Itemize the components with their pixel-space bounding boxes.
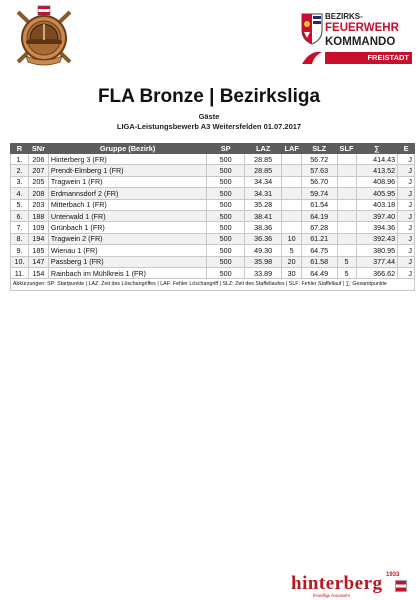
cell-snr: 185 xyxy=(28,245,48,256)
table-row xyxy=(11,199,415,210)
cell-slz: 61.54 xyxy=(301,199,337,210)
results-table xyxy=(10,143,415,291)
cell-sp: 500 xyxy=(207,222,244,233)
cell-laz: 38.36 xyxy=(244,222,282,233)
cell-group: Grünbach 1 (FR) xyxy=(48,222,207,233)
cell-sp: 500 xyxy=(207,199,244,210)
cell-e: J xyxy=(398,256,415,267)
event-description: LIGA-Leistungsbewerb A3 Weitersfelden 01.07.2017 xyxy=(116,122,302,131)
abbreviations-row xyxy=(11,279,415,290)
cell-e: J xyxy=(398,267,415,278)
cell-rank: 3. xyxy=(11,176,29,187)
watermark-subtext: freiwillige feuerwehr xyxy=(313,593,351,598)
cell-slz: 59.74 xyxy=(301,188,337,199)
cell-slf xyxy=(337,199,356,210)
cell-snr: 207 xyxy=(28,165,48,176)
cell-sum: 405.95 xyxy=(356,188,398,199)
cell-laz: 28.85 xyxy=(244,154,282,165)
flame-swoosh-icon xyxy=(300,48,324,68)
cell-sp: 500 xyxy=(207,176,244,187)
cell-laz: 49.30 xyxy=(244,245,282,256)
cell-e: J xyxy=(398,176,415,187)
cell-snr: 109 xyxy=(28,222,48,233)
cell-rank: 9. xyxy=(11,245,29,256)
table-row xyxy=(11,245,415,256)
cell-snr: 206 xyxy=(28,154,48,165)
fire-brigade-helmet-emblem-icon xyxy=(12,4,76,68)
cell-e: J xyxy=(398,199,415,210)
cell-laz: 35.98 xyxy=(244,256,282,267)
cell-laz: 33.89 xyxy=(244,267,282,278)
cell-group: Unterwald 1 (FR) xyxy=(48,210,207,221)
cell-sum: 366.62 xyxy=(356,267,398,278)
cell-group: Passberg 1 (FR) xyxy=(48,256,207,267)
cell-slz: 56.72 xyxy=(301,154,337,165)
cell-group: Rainbach im Mühlkreis 1 (FR) xyxy=(48,267,207,278)
cell-group: Mitterbach 1 (FR) xyxy=(48,199,207,210)
cell-slz: 64.19 xyxy=(301,210,337,221)
cell-slf xyxy=(337,176,356,187)
cell-e: J xyxy=(398,222,415,233)
cell-slf xyxy=(337,222,356,233)
cell-snr: 147 xyxy=(28,256,48,267)
cell-laz: 38.41 xyxy=(244,210,282,221)
cell-rank: 2. xyxy=(11,165,29,176)
column-header-laf: LAF xyxy=(282,144,301,154)
cell-sp: 500 xyxy=(207,267,244,278)
page-subtitle: Gäste xyxy=(198,112,220,121)
table-row xyxy=(11,165,415,176)
cell-e: J xyxy=(398,233,415,244)
cell-slz: 57.63 xyxy=(301,165,337,176)
cell-rank: 1. xyxy=(11,154,29,165)
cell-e: J xyxy=(398,165,415,176)
cell-laz: 35.28 xyxy=(244,199,282,210)
cell-sp: 500 xyxy=(207,256,244,267)
logo-text-line3: KOMMANDO xyxy=(325,36,396,48)
table-row xyxy=(11,267,415,278)
cell-rank: 10. xyxy=(11,256,29,267)
fire-brigade-emblem-logo xyxy=(12,4,76,68)
cell-e: J xyxy=(398,188,415,199)
hinterberg-watermark-logo xyxy=(291,566,411,600)
cell-laf: 20 xyxy=(282,256,301,267)
cell-laz: 34.34 xyxy=(244,176,282,187)
table-row xyxy=(11,176,415,187)
cell-sum: 414.43 xyxy=(356,154,398,165)
cell-sp: 500 xyxy=(207,165,244,176)
cell-sum: 397.40 xyxy=(356,210,398,221)
logo-text-line1: BEZIRKS- xyxy=(325,12,363,21)
cell-laz: 36.36 xyxy=(244,233,282,244)
cell-e: J xyxy=(398,210,415,221)
cell-snr: 194 xyxy=(28,233,48,244)
cell-rank: 7. xyxy=(11,222,29,233)
cell-snr: 188 xyxy=(28,210,48,221)
cell-rank: 6. xyxy=(11,210,29,221)
cell-slf: 5 xyxy=(337,256,356,267)
cell-slf xyxy=(337,165,356,176)
column-header-rank: R xyxy=(11,144,29,154)
column-header-snr: SNr xyxy=(28,144,48,154)
cell-e: J xyxy=(398,245,415,256)
results-table-body xyxy=(11,154,415,279)
cell-slf xyxy=(337,210,356,221)
coat-of-arms-icon xyxy=(300,12,324,46)
cell-snr: 154 xyxy=(28,267,48,278)
cell-snr: 205 xyxy=(28,176,48,187)
table-row xyxy=(11,256,415,267)
cell-laz: 34.31 xyxy=(244,188,282,199)
cell-slz: 64.49 xyxy=(301,267,337,278)
logo-text-line2: FEUERWEHR xyxy=(325,22,399,34)
cell-group: Prendt-Elmberg 1 (FR) xyxy=(48,165,207,176)
cell-slf xyxy=(337,188,356,199)
cell-sum: 377.44 xyxy=(356,256,398,267)
cell-slz: 56.70 xyxy=(301,176,337,187)
cell-rank: 5. xyxy=(11,199,29,210)
cell-group: Tragwein 1 (FR) xyxy=(48,176,207,187)
cell-snr: 208 xyxy=(28,188,48,199)
austria-flag-icon xyxy=(395,580,407,592)
cell-rank: 4. xyxy=(11,188,29,199)
cell-laf xyxy=(282,165,301,176)
cell-group: Erdmannsdorf 2 (FR) xyxy=(48,188,207,199)
cell-laf xyxy=(282,188,301,199)
cell-sum: 408.96 xyxy=(356,176,398,187)
cell-sum: 394.36 xyxy=(356,222,398,233)
abbreviations-text: Abkürzungen: SP: Startpunkte | LAZ: Zeit des Löschangriffes | LAF: Fehler Löschangriff | SLZ: Zeit des Staffellaufes | SLF: Fehler Staffellauf | ∑: Gesamtpunkte xyxy=(11,279,415,290)
table-header-row xyxy=(11,144,415,154)
table-row xyxy=(11,210,415,221)
cell-laf xyxy=(282,176,301,187)
cell-slz: 67.28 xyxy=(301,222,337,233)
cell-group: Tragwein 2 (FR) xyxy=(48,233,207,244)
cell-slf xyxy=(337,245,356,256)
cell-slf xyxy=(337,233,356,244)
table-row xyxy=(11,222,415,233)
cell-sum: 403.18 xyxy=(356,199,398,210)
table-row xyxy=(11,233,415,244)
cell-rank: 11. xyxy=(11,267,29,278)
watermark-text: hinterberg xyxy=(291,573,383,594)
cell-laf xyxy=(282,154,301,165)
cell-sp: 500 xyxy=(207,188,244,199)
cell-laf xyxy=(282,222,301,233)
cell-sum: 392.43 xyxy=(356,233,398,244)
cell-slz: 61.21 xyxy=(301,233,337,244)
cell-laz: 28.85 xyxy=(244,165,282,176)
logo-text-line4: FREISTADT xyxy=(325,52,412,64)
column-header-sp: SP xyxy=(207,144,244,154)
cell-laf xyxy=(282,210,301,221)
column-header-group: Gruppe (Bezirk) xyxy=(48,144,207,154)
cell-slz: 64.75 xyxy=(301,245,337,256)
table-row xyxy=(11,188,415,199)
table-row xyxy=(11,154,415,165)
column-header-sum: ∑ xyxy=(356,144,398,154)
cell-slf xyxy=(337,154,356,165)
page-title: FLA Bronze | Bezirksliga xyxy=(97,86,321,107)
cell-e: J xyxy=(398,154,415,165)
column-header-slf: SLF xyxy=(337,144,356,154)
cell-sp: 500 xyxy=(207,210,244,221)
cell-laf: 10 xyxy=(282,233,301,244)
cell-slf: 5 xyxy=(337,267,356,278)
cell-group: Wienau 1 (FR) xyxy=(48,245,207,256)
column-header-laz: LAZ xyxy=(244,144,282,154)
cell-group: Hinterberg 3 (FR) xyxy=(48,154,207,165)
cell-laf: 5 xyxy=(282,245,301,256)
cell-rank: 8. xyxy=(11,233,29,244)
cell-sp: 500 xyxy=(207,245,244,256)
cell-sum: 380.95 xyxy=(356,245,398,256)
watermark-year: 1933 xyxy=(386,572,400,578)
cell-slz: 61.58 xyxy=(301,256,337,267)
column-header-slz: SLZ xyxy=(301,144,337,154)
column-header-e: E xyxy=(398,144,415,154)
cell-sp: 500 xyxy=(207,233,244,244)
cell-snr: 203 xyxy=(28,199,48,210)
bezirks-feuerwehr-kommando-logo xyxy=(300,10,412,68)
cell-sum: 413.52 xyxy=(356,165,398,176)
cell-laf xyxy=(282,199,301,210)
cell-laf: 30 xyxy=(282,267,301,278)
cell-sp: 500 xyxy=(207,154,244,165)
